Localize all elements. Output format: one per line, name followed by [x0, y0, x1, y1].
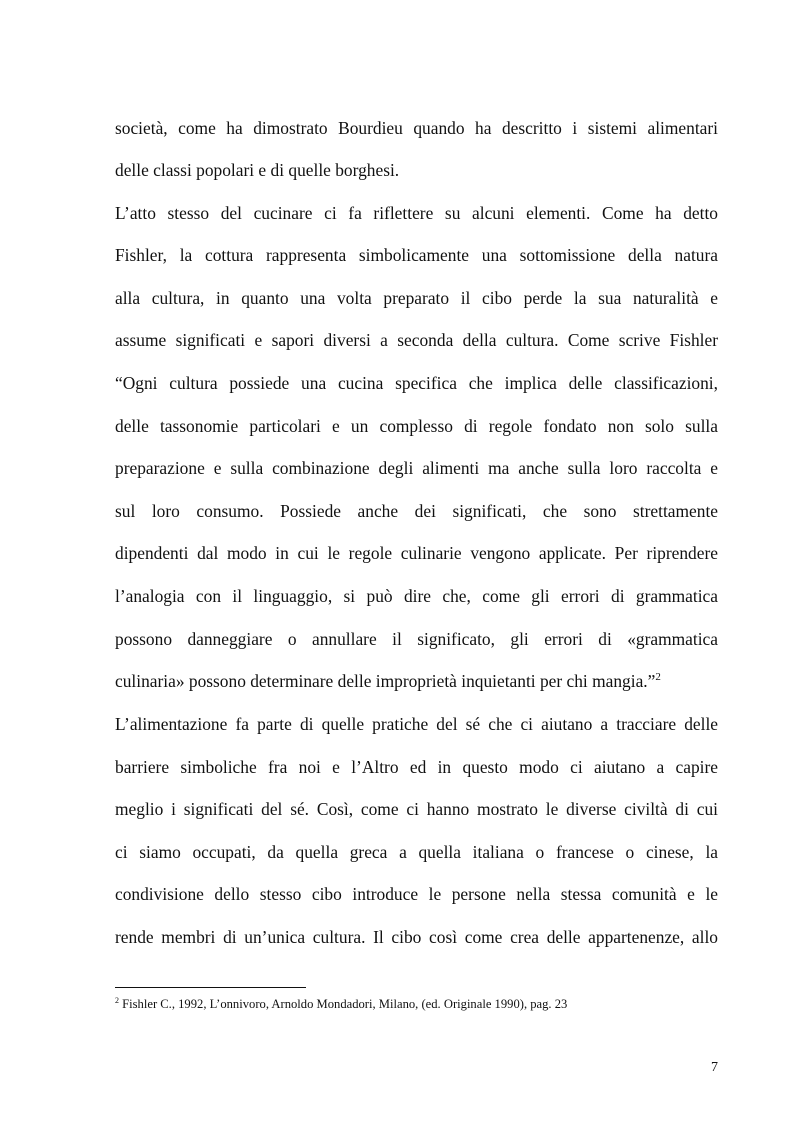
- footnote-separator: [115, 987, 306, 988]
- body-line: “Ogni cultura possiede una cucina specifica che implica delle classificazioni,: [115, 373, 718, 393]
- body-line: assume significati e sapori diversi a seconda della cultura. Come scrive Fishler: [115, 330, 718, 350]
- footnote-marker: 2: [115, 996, 119, 1005]
- body-line: possono danneggiare o annullare il significato, gli errori di «grammatica: [115, 629, 718, 649]
- footnote: [115, 997, 718, 1012]
- body-line: sul loro consumo. Possiede anche dei significati, che sono strettamente: [115, 501, 718, 521]
- body-line-text: culinaria» possono determinare delle improprietà inquietanti per chi mangia.”: [115, 671, 656, 691]
- body-line: società, come ha dimostrato Bourdieu quando ha descritto i sistemi alimentari: [115, 118, 718, 138]
- body-line: preparazione e sulla combinazione degli alimenti ma anche sulla loro raccolta e: [115, 458, 718, 478]
- body-line: meglio i significati del sé. Così, come ci hanno mostrato le diverse civiltà di cui: [115, 799, 718, 819]
- body-line: L’alimentazione fa parte di quelle pratiche del sé che ci aiutano a tracciare delle: [115, 714, 718, 734]
- body-line: alla cultura, in quanto una volta preparato il cibo perde la sua naturalità e: [115, 288, 718, 308]
- body-line: condivisione dello stesso cibo introduce le persone nella stessa comunità e le: [115, 884, 718, 904]
- body-line: barriere simboliche fra noi e l’Altro ed in questo modo ci aiutano a capire: [115, 757, 718, 777]
- body-line: rende membri di un’unica cultura. Il cibo così come crea delle appartenenze, allo: [115, 927, 718, 947]
- page-number: 7: [711, 1060, 718, 1075]
- body-line: delle classi popolari e di quelle borghesi.: [115, 160, 400, 180]
- body-line-with-footnote-ref: [115, 671, 718, 691]
- body-line: L’atto stesso del cucinare ci fa riflettere su alcuni elementi. Come ha detto: [115, 203, 718, 223]
- footnote-text: Fishler C., 1992, L’onnivoro, Arnoldo Mondadori, Milano, (ed. Originale 1990), pag. 23: [119, 997, 568, 1011]
- footnote-reference[interactable]: 2: [655, 671, 661, 683]
- body-line: l’analogia con il linguaggio, si può dire che, come gli errori di grammatica: [115, 586, 718, 606]
- body-line: ci siamo occupati, da quella greca a quella italiana o francese o cinese, la: [115, 842, 718, 862]
- body-line: Fishler, la cottura rappresenta simbolicamente una sottomissione della natura: [115, 245, 718, 265]
- body-line: dipendenti dal modo in cui le regole culinarie vengono applicate. Per riprendere: [115, 543, 718, 563]
- body-line: delle tassonomie particolari e un complesso di regole fondato non solo sulla: [115, 416, 718, 436]
